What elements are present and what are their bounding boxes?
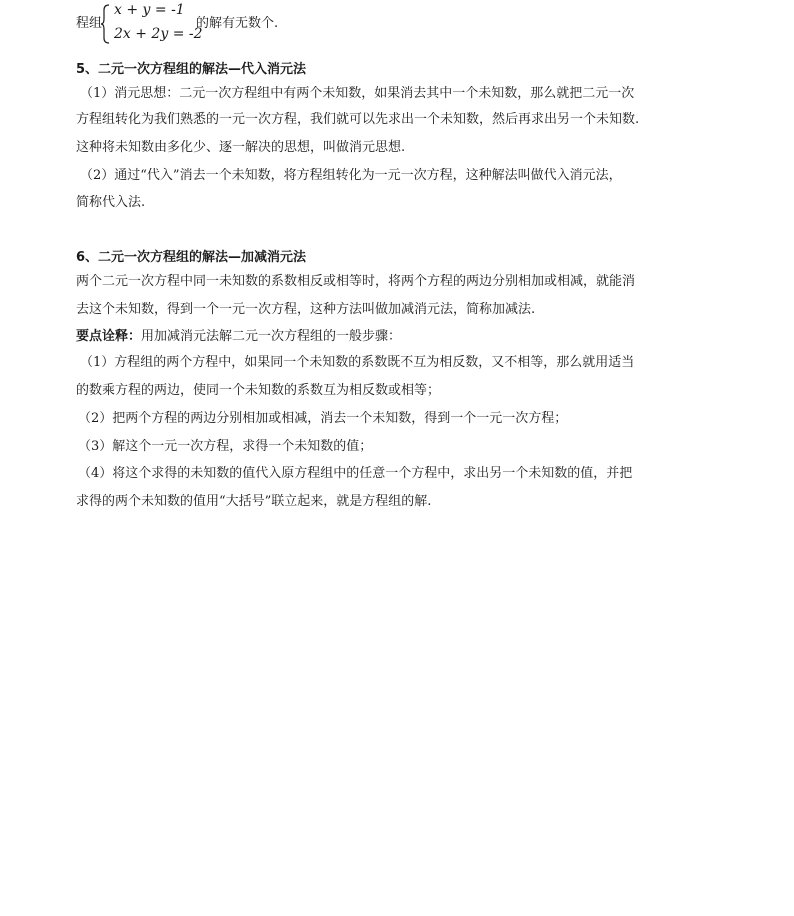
- section-6-heading: 6、二元一次方程组的解法—加减消元法: [76, 250, 307, 265]
- section-5-line: （2）通过“代入”消去一个未知数，将方程组转化为一元一次方程，这种解法叫做代入消元法，: [80, 168, 622, 183]
- equation-1: x + y = -1: [114, 2, 185, 18]
- system-suffix: 的解有无数个.: [196, 16, 279, 31]
- key-points-text: 用加减消元法解二元一次方程组的一般步骤：: [141, 329, 402, 344]
- step-line: 的数乘方程的两边，使同一个未知数的系数互为相反数或相等；: [76, 383, 441, 398]
- system-prefix: 程组: [76, 16, 103, 31]
- step-line: （2）把两个方程的两边分别相加或相减，消去一个未知数，得到一个一元一次方程；: [78, 411, 568, 426]
- section-5-line: 简称代入法.: [76, 195, 146, 210]
- step-line: （1）方程组的两个方程中，如果同一个未知数的系数既不互为相反数，又不相等，那么就用适当: [80, 355, 635, 370]
- step-line: （4）将这个求得的未知数的值代入原方程组中的任意一个方程中，求出另一个未知数的值，并把: [78, 466, 633, 481]
- section-6-line: 去这个未知数，得到一个一元一次方程，这种方法叫做加减消元法，简称加减法.: [76, 302, 536, 317]
- section-5-line: 这种将未知数由多化少、逐一解决的思想，叫做消元思想.: [76, 140, 406, 155]
- key-points-label: 要点诠释：: [76, 329, 142, 344]
- equation-2: 2x + 2y = -2: [114, 26, 203, 42]
- step-line: 求得的两个未知数的值用“大括号”联立起来，就是方程组的解.: [76, 494, 432, 509]
- key-points-line: [76, 328, 401, 346]
- section-6-line: 两个二元一次方程中同一未知数的系数相反或相等时，将两个方程的两边分别相加或相减，就能消: [76, 274, 636, 289]
- left-brace-icon: [100, 4, 110, 44]
- section-5-line: 方程组转化为我们熟悉的一元一次方程，我们就可以先求出一个未知数，然后再求出另一个未知数.: [76, 112, 640, 127]
- section-5-line: （1）消元思想：二元一次方程组中有两个未知数，如果消去其中一个未知数，那么就把二元一次: [80, 86, 635, 101]
- step-line: （3）解这个一元一次方程，求得一个未知数的值；: [78, 439, 373, 454]
- section-5-heading: 5、二元一次方程组的解法—代入消元法: [76, 62, 307, 77]
